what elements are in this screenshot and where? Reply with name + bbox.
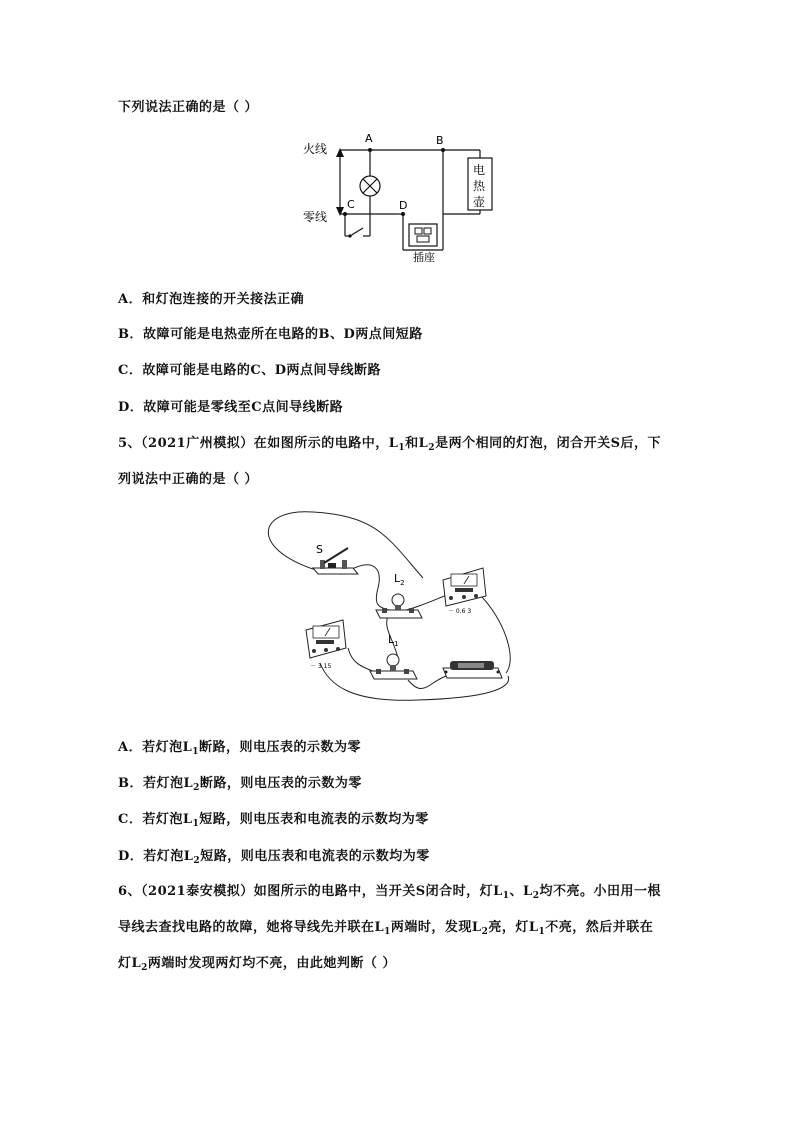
point-b-label: B — [436, 134, 444, 147]
q5-stem-line2: 列说法中正确的是（ ） — [118, 472, 259, 487]
voltmeter-terminals: － 3 15 — [310, 663, 332, 670]
socket-icon — [409, 224, 437, 246]
q4-option-a: A．和灯泡连接的开关接法正确 — [118, 292, 305, 307]
point-c-label: C — [347, 198, 355, 211]
physical-circuit-figure — [258, 508, 523, 708]
lamp-l2-label: $L_2$ — [394, 572, 405, 587]
point-d-label: D — [399, 199, 408, 212]
lamp-l1-label: $L_1$ — [388, 633, 399, 648]
ammeter-icon — [443, 568, 486, 606]
battery-icon — [443, 661, 502, 678]
lamp-l2-icon — [376, 594, 422, 618]
q4-stem: 下列说法正确的是（ ） — [118, 100, 259, 115]
q5-option-b: B．若灯泡$L_2$断路，则电压表的示数为零 — [118, 776, 362, 793]
q5-option-d: D．若灯泡$L_2$短路，则电压表和电流表的示数均为零 — [118, 849, 430, 866]
q6-stem-line2: 导线去查找电路的故障，她将导线先并联在$L_1$两端时，发现$L_2$亮，灯$L_1$不亮，然后并联在 — [118, 920, 654, 937]
q6-stem-line1: 6、（2021泰安模拟）如图所示的电路中，当开关S闭合时，灯$L_1$、$L_2$均不亮。小田用一根 — [118, 884, 661, 901]
lamp-l1-icon — [370, 654, 417, 679]
q5-option-a: A．若灯泡$L_1$断路，则电压表的示数为零 — [118, 740, 362, 757]
socket-label: 插座 — [413, 251, 435, 264]
kettle-char-3: 壶 — [473, 195, 486, 209]
voltmeter-icon — [306, 620, 346, 658]
kettle-char-1: 电 — [473, 163, 486, 177]
switch-icon — [345, 228, 370, 238]
switch-s-label: S — [316, 543, 323, 556]
ammeter-terminals: － 0.6 3 — [448, 608, 472, 615]
arrow-up-icon — [336, 148, 344, 157]
q5-stem-line1: 5、（2021广州模拟）在如图所示的电路中，$L_1$和$L_2$是两个相同的灯泡，闭合开关S后，下 — [118, 436, 661, 453]
live-wire-label: 火线 — [303, 142, 328, 156]
q5-option-c: C．若灯泡$L_1$短路，则电压表和电流表的示数均为零 — [118, 812, 429, 829]
q4-option-d: D．故障可能是零线至C点间导线断路 — [118, 400, 344, 415]
neutral-wire-label: 零线 — [303, 210, 328, 224]
arrow-down-icon — [336, 207, 344, 216]
q4-option-b: B．故障可能是电热壶所在电路的B、D两点间短路 — [118, 327, 423, 342]
household-circuit-figure — [295, 128, 505, 268]
q6-stem-line3: 灯$L_2$两端时发现两灯均不亮，由此她判断（ ） — [118, 956, 396, 973]
q4-option-c: C．故障可能是电路的C、D两点间导线断路 — [118, 363, 381, 378]
kettle-char-2: 热 — [473, 179, 486, 193]
lamp-icon — [360, 176, 380, 196]
point-a-label: A — [365, 132, 373, 145]
